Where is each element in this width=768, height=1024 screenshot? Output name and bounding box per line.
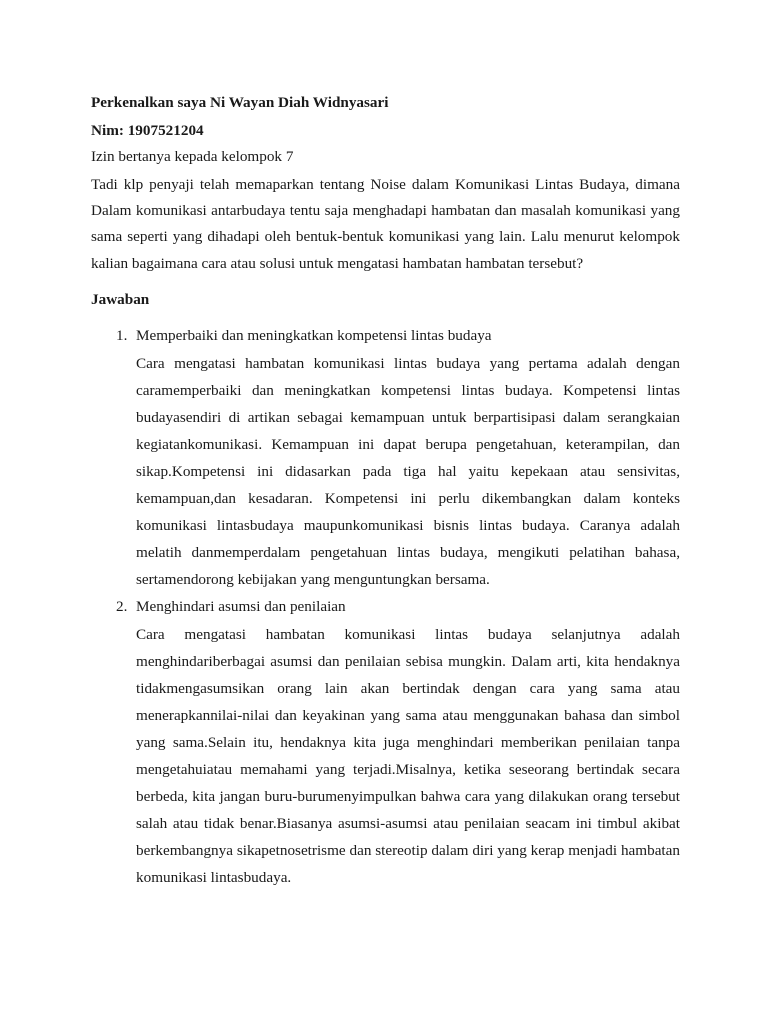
question-line: sama seperti yang dihadapi oleh bentuk-bentuk komunikasi yang lain. Lalu menurut kelompok	[91, 228, 680, 245]
question-line: Tadi klp penyaji telah memaparkan tentang Noise dalam Komunikasi Lintas Budaya, dimana	[91, 176, 680, 193]
greeting-line: Izin bertanya kepada kelompok 7	[91, 148, 294, 165]
item-body-line: melatih danmemperdalam pengetahuan lintas budaya, mengikuti pelatihan bahasa,	[136, 544, 680, 561]
item-body-line: salah atau tidak benar.Biasanya asumsi-asumsi atau penilaian seacam ini timbul akibat	[136, 815, 680, 832]
item-body-line: kegiatankomunikasi. Kemampuan ini dapat berupa pengetahuan, keterampilan, dan	[136, 436, 680, 453]
item-body-line: berbeda, kita jangan buru-burumenyimpulkan bahwa cara yang dilakukan orang tersebut	[136, 788, 680, 805]
item-title: Memperbaiki dan meningkatkan kompetensi lintas budaya	[136, 327, 492, 344]
item-body-line: menghindariberbagai asumsi dan penilaian sebisa mungkin. Dalam arti, kita hendaknya	[136, 653, 680, 670]
item-body-line: kemampuan,dan kesadaran. Kompetensi ini perlu dikembangkan dalam konteks	[136, 490, 680, 507]
item-title: Menghindari asumsi dan penilaian	[136, 598, 346, 615]
answer-heading: Jawaban	[91, 291, 150, 308]
item-body-line: sertamendorong kebijakan yang menguntungkan bersama.	[136, 571, 490, 588]
item-body-line: Cara mengatasi hambatan komunikasi lintas budaya selanjutnya adalah	[136, 626, 680, 643]
item-body-line: sikap.Kompetensi ini didasarkan pada tiga hal yaitu kepekaan atau sensivitas,	[136, 463, 680, 480]
question-line: kalian bagaimana cara atau solusi untuk mengatasi hambatan hambatan tersebut?	[91, 255, 584, 272]
item-body-line: caramemperbaiki dan meningkatkan kompetensi lintas budaya. Kompetensi lintas	[136, 382, 680, 399]
item-body-line: yang sama.Selain itu, hendaknya kita juga menghindari memberikan penilaian tanpa	[136, 734, 680, 751]
nim-line: Nim: 1907521204	[91, 122, 204, 139]
item-body-line: berkembangnya sikapetnosetrisme dan stereotip dalam diri yang kerap menjadi hambatan	[136, 842, 680, 859]
item-body-line: komunikasi lintasbudaya maupunkomunikasi bisnis lintas budaya. Caranya adalah	[136, 517, 680, 534]
item-body-line: mengetahuiatau memahami yang terjadi.Misalnya, ketika seseorang bertindak secara	[136, 761, 680, 778]
item-number: 1.	[116, 327, 128, 344]
question-line: Dalam komunikasi antarbudaya tentu saja menghadapi hambatan dan masalah komunikasi yang	[91, 202, 680, 219]
item-body-line: Cara mengatasi hambatan komunikasi lintas budaya yang pertama adalah dengan	[136, 355, 680, 372]
item-body-line: tidakmengasumsikan orang lain akan bertindak dengan cara yang sama atau	[136, 680, 680, 697]
item-number: 2.	[116, 598, 128, 615]
item-body-line: budayasendiri di artikan sebagai kemampuan untuk berpartisipasi dalam serangkaian	[136, 409, 680, 426]
item-body-line: menerapkannilai-nilai dan keyakinan yang sama atau menggunakan bahasa dan simbol	[136, 707, 680, 724]
item-body-line: komunikasi lintasbudaya.	[136, 869, 292, 886]
intro-line: Perkenalkan saya Ni Wayan Diah Widnyasari	[91, 94, 389, 111]
